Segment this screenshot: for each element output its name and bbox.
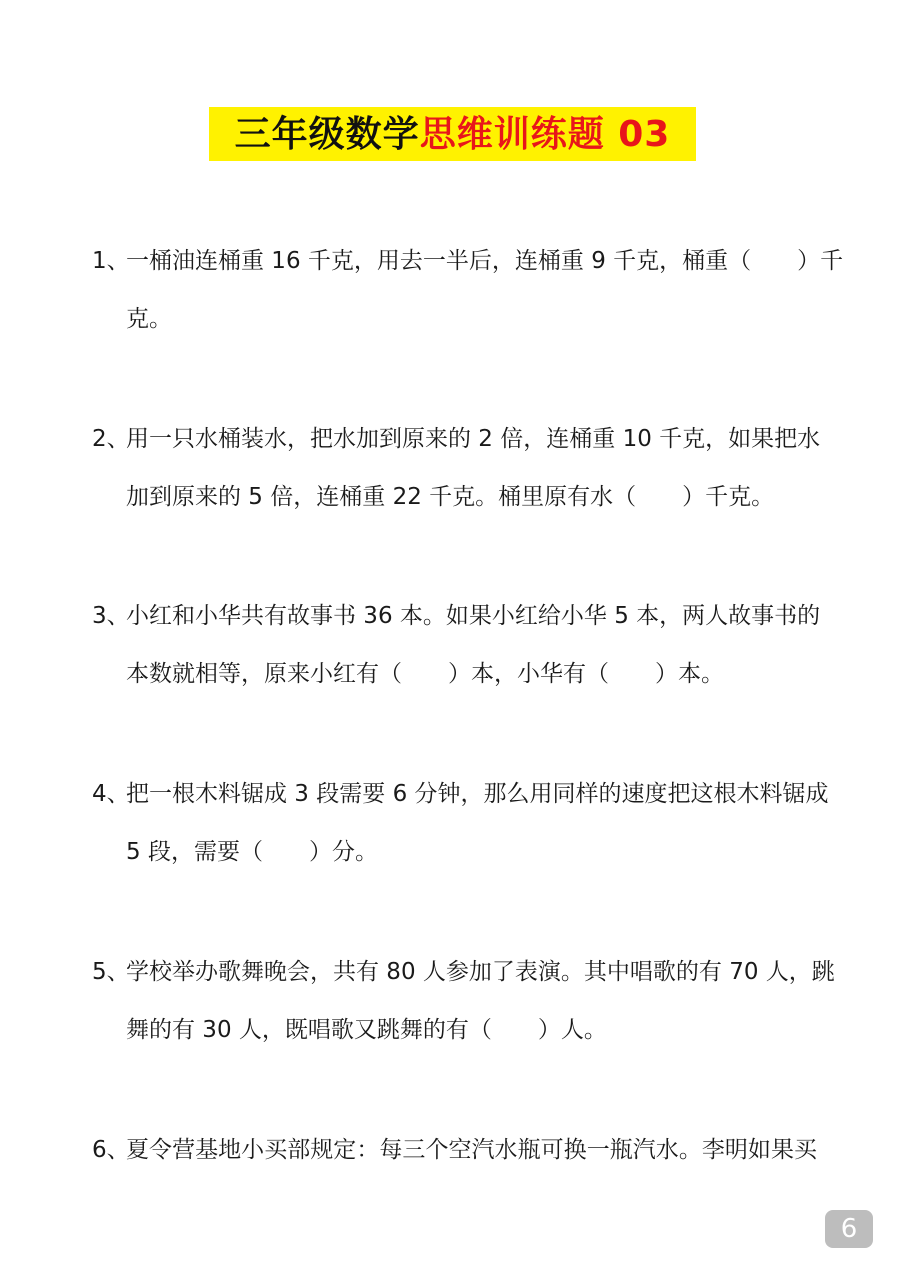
question-number: 1、	[92, 248, 130, 274]
question-line: 舞的有 30 人，既唱歌又跳舞的有（ ）人。	[126, 1017, 607, 1043]
question-3	[92, 587, 821, 703]
title-red-part: 思维训练题 03	[419, 114, 671, 155]
question-line: 小红和小华共有故事书 36 本。如果小红给小华 5 本，两人故事书的	[126, 603, 821, 629]
question-number: 6、	[92, 1137, 130, 1163]
page-title	[209, 107, 697, 161]
question-2	[92, 410, 821, 526]
question-line: 学校举办歌舞晚会，共有 80 人参加了表演。其中唱歌的有 70 人，跳	[126, 959, 835, 985]
question-number: 2、	[92, 426, 130, 452]
question-line: 克。	[126, 306, 172, 332]
question-line: 夏令营基地小买部规定：每三个空汽水瓶可换一瓶汽水。李明如果买	[126, 1137, 817, 1163]
question-4	[92, 765, 829, 881]
question-5	[92, 943, 835, 1059]
page-number-badge: 6	[825, 1210, 873, 1248]
question-line: 一桶油连桶重 16 千克，用去一半后，连桶重 9 千克，桶重（ ）千	[126, 248, 844, 274]
question-line: 5 段，需要（ ）分。	[126, 839, 378, 865]
question-1	[92, 232, 844, 348]
question-line: 本数就相等，原来小红有（ ）本，小华有（ ）本。	[126, 661, 724, 687]
title-container	[0, 107, 905, 161]
question-number: 5、	[92, 959, 130, 985]
question-number: 3、	[92, 603, 130, 629]
question-line: 用一只水桶装水，把水加到原来的 2 倍，连桶重 10 千克，如果把水	[126, 426, 821, 452]
question-line: 把一根木料锯成 3 段需要 6 分钟，那么用同样的速度把这根木料锯成	[126, 781, 829, 807]
question-line: 加到原来的 5 倍，连桶重 22 千克。桶里原有水（ ）千克。	[126, 484, 775, 510]
question-number: 4、	[92, 781, 130, 807]
title-black-part: 三年级数学	[234, 114, 420, 155]
question-6	[92, 1121, 817, 1179]
